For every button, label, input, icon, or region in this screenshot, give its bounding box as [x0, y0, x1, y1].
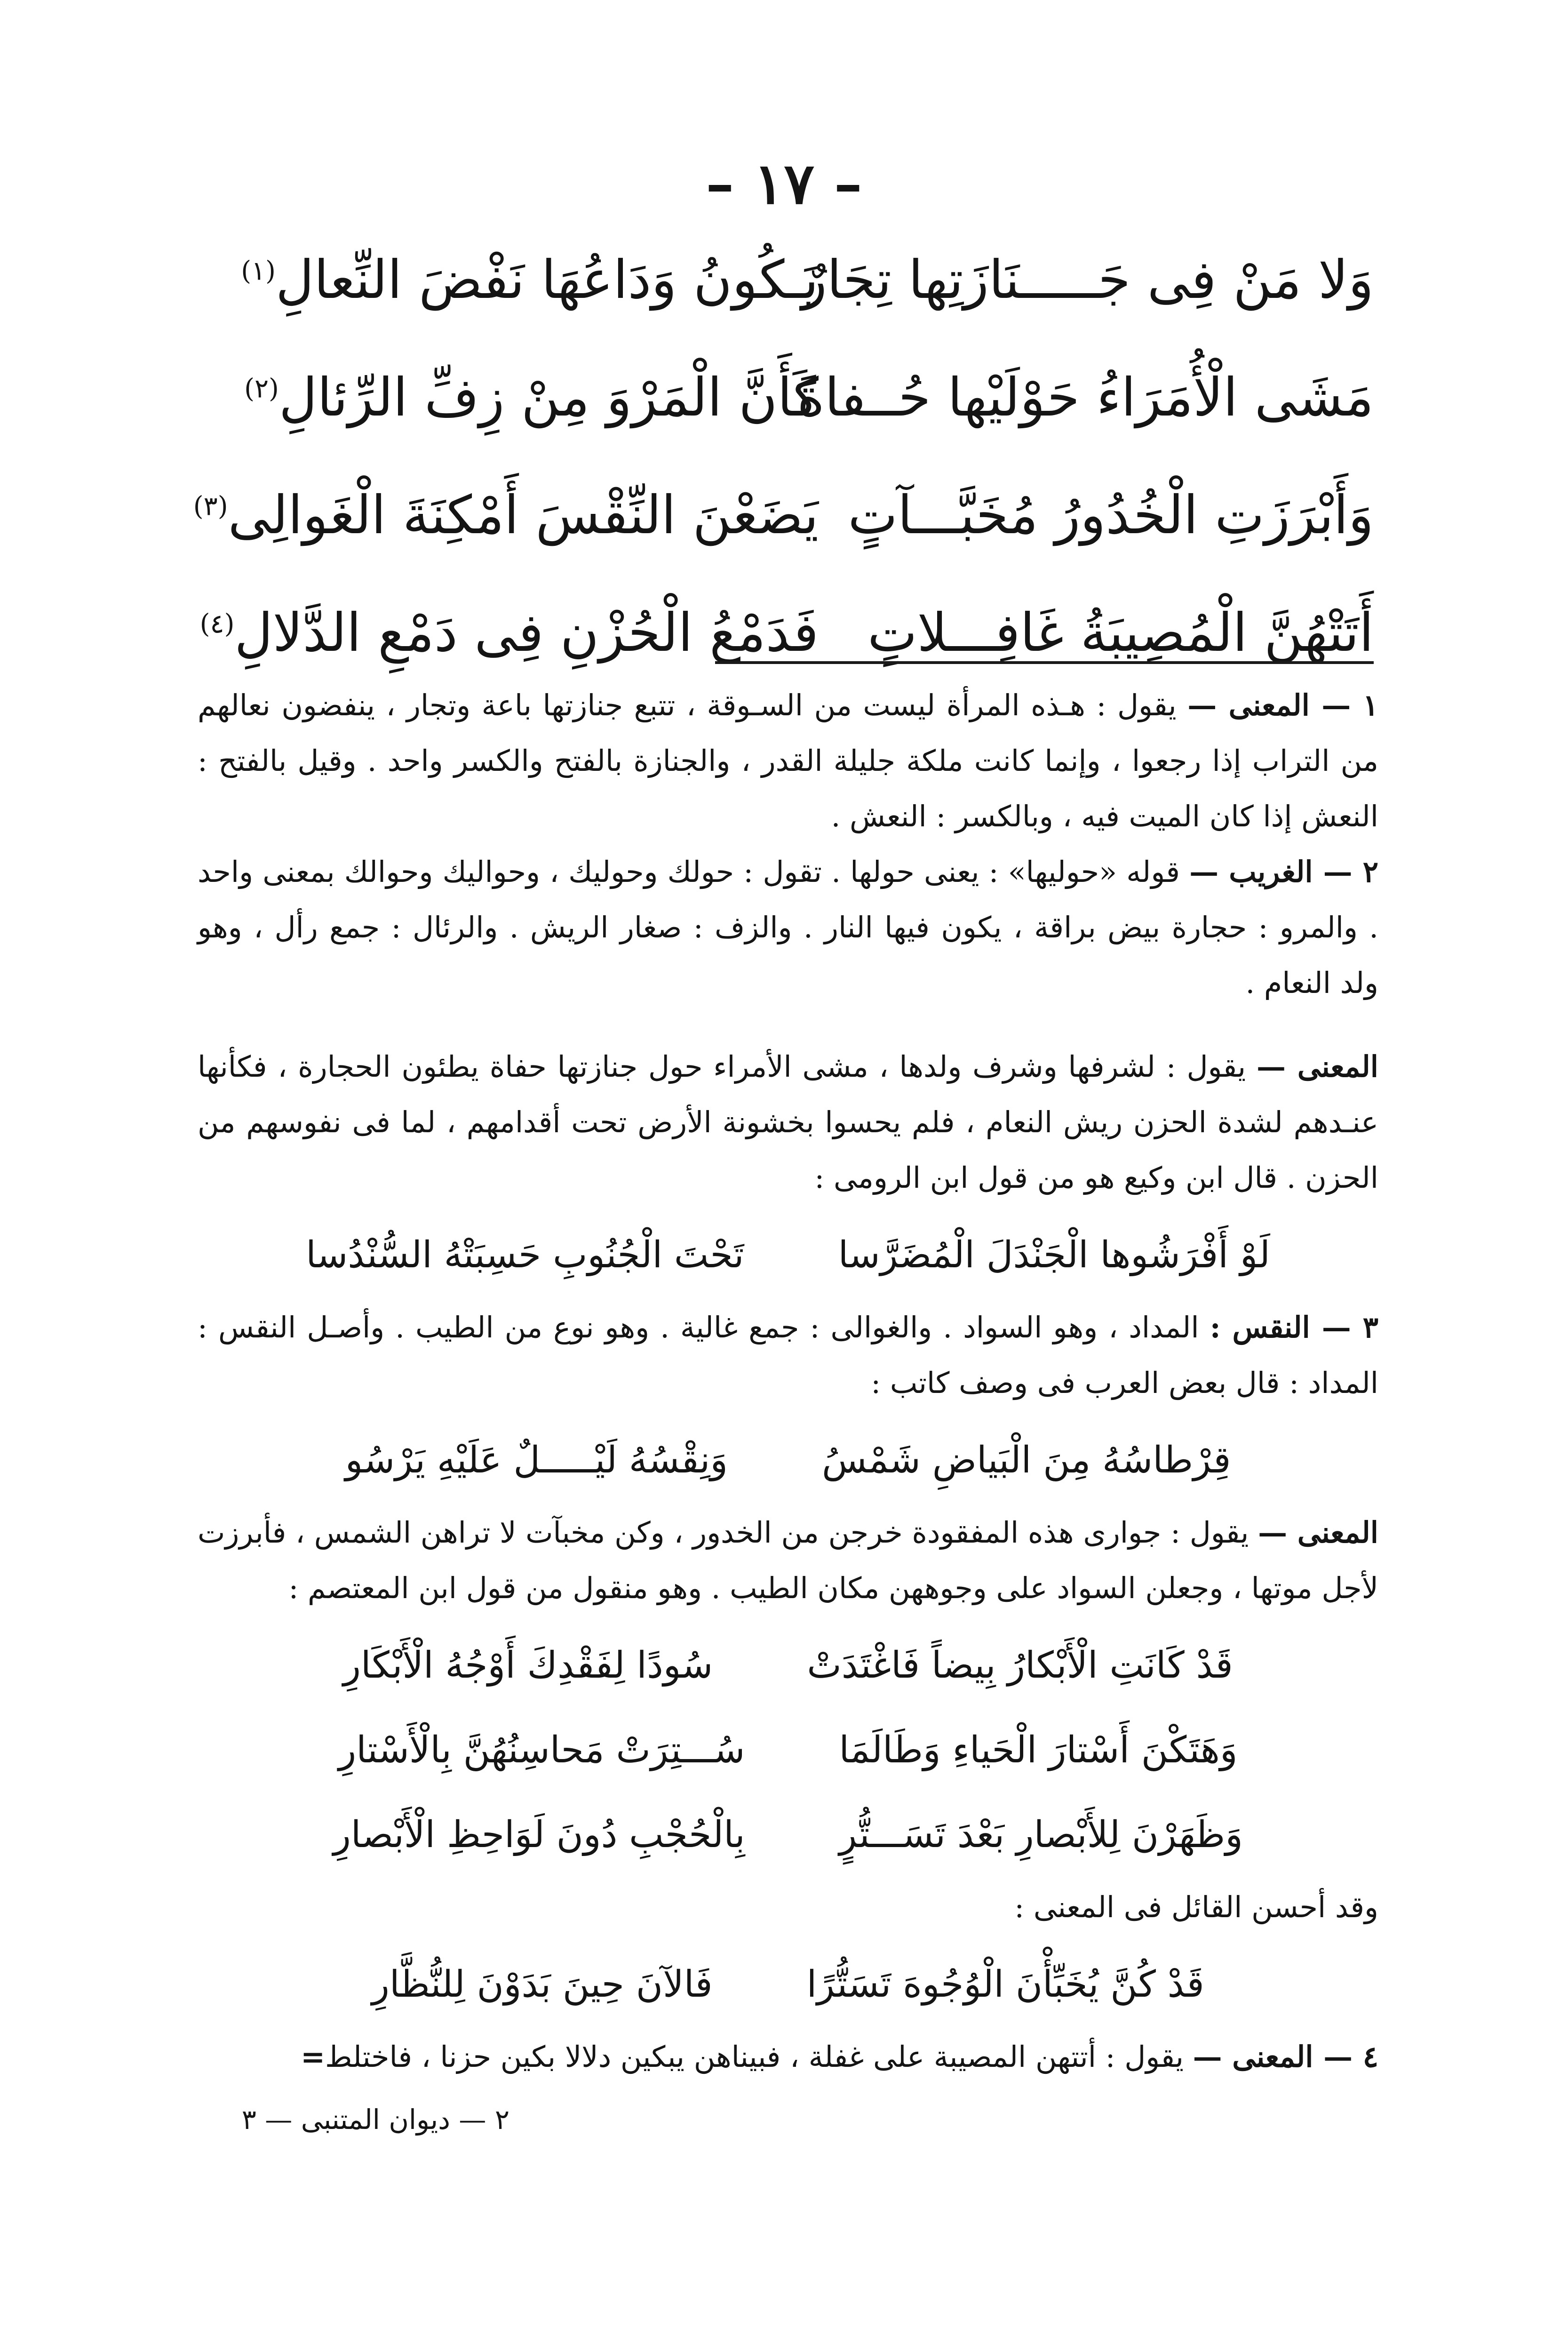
note-text: قوله «حوليها» : يعنى حولها . تقول : حولك وحوليك ، وحواليك وحوالك بمعنى واحد . والمرو : حجارة بيض براقة ، يكون فيها النار . والزف : صغار الريش . والرئال : جمع رأل ، وهو ولد النعام . [198, 855, 1378, 1000]
page-footer: ٢ — ديوان المتنبى — ٣ [241, 2104, 509, 2136]
note-label: ٢ — الغريب — [1189, 855, 1378, 889]
verse-hemistich: قَدْ كَانَتِ الْأَبْكارُ بِيضاً فَاغْتَدَتْ [807, 1644, 1233, 1687]
note-label: المعنى — [1258, 1515, 1378, 1550]
footnote-marker: (١) [241, 256, 276, 287]
quoted-verse [198, 1949, 1378, 2020]
verse-hemistich: وَنِقْسُهُ لَيْـــــلٌ عَلَيْهِ يَرْسُو [345, 1439, 728, 1481]
note-text: يقول : هـذه المرأة ليست من السـوقة ، تتبع جنازتها باعة وتجار ، ينفضون نعالهم من التراب إذا رجعوا ، وإنما كانت ملكة جليلة القدر ، والجنازة بالفتح والكسر واحد . وقيل بالفتح : النعش إذا كان الميت فيه ، وبالكسر : النعش . [198, 688, 1378, 833]
verse-hemistich: فَالآنَ حِينَ بَدَوْنَ لِلنُّظَّارِ [372, 1963, 713, 2006]
poem [193, 235, 1374, 706]
verse-hemistich: لَوْ أَفْرَشُوها الْجَنْدَلَ الْمُضَرَّسا [838, 1234, 1270, 1276]
hemistich-second [244, 367, 819, 428]
verse-hemistich: قَدْ كُنَّ يُخَبِّأْنَ الْوُجُوهَ تَسَتُّرًا [806, 1963, 1204, 2006]
note-3-gloss [198, 1300, 1378, 1411]
hemistich-second [200, 602, 819, 664]
note-1 [198, 678, 1378, 844]
hemistich-first: أَتَتْهُنَّ الْمُصِيبَةُ غَافِـــلاتٍ [868, 602, 1374, 664]
footnote-marker: (٢) [244, 373, 279, 404]
quoted-verse [198, 1425, 1378, 1496]
hemistich-second [241, 249, 819, 311]
note-text: وقد أحسن القائل فى المعنى : [1014, 1890, 1378, 1924]
verse-hemistich: سُودًا لِفَقْدِكَ أَوْجُهُ الْأَبْكَارِ [343, 1644, 713, 1687]
hemistich-second-text: فَدَمْعُ الْحُزْنِ فِى دَمْعِ الدَّلالِ [234, 602, 819, 664]
hemistich-second-text: كَأَنَّ الْمَرْوَ مِنْ زِفِّ الرِّئالِ [279, 367, 819, 428]
continuation-mark: = [301, 2040, 326, 2074]
note-text: يقول : أتتهن المصيبة على غفلة ، فبيناهن يبكين دلالا بكين حزنا ، فاختلط [325, 2040, 1184, 2074]
note-label: المعنى — [1257, 1049, 1378, 1084]
note-2-gloss [198, 844, 1378, 1011]
note-text: المداد ، وهو السواد . والغوالى : جمع غالية . وهو نوع من الطيب . وأصـل النقس : المداد : قال بعض العرب فى وصف كاتب : [198, 1310, 1378, 1400]
hemistich-second-text: يَـكُونُ وَدَاعُهَا نَفْضَ النِّعالِ [275, 249, 819, 311]
verse-hemistich: قِرْطاسُهُ مِنَ الْبَياضِ شَمْسُ [822, 1439, 1231, 1481]
poem-line [241, 235, 1374, 353]
verse-hemistich: سُـــتِرَتْ مَحاسِنُهُنَّ بِالْأَسْتارِ [338, 1729, 745, 1771]
quoted-verse [198, 1630, 1378, 1701]
quoted-verse [198, 1220, 1378, 1290]
note-label: ٤ — المعنى — [1193, 2040, 1378, 2074]
quoted-verse [198, 1800, 1378, 1870]
hemistich-first: وَأَبْرَزَتِ الْخُدُورُ مُخَبَّـــآتٍ [848, 485, 1374, 546]
poem-line [193, 471, 1374, 588]
verse-hemistich: وَظَهَرْنَ لِلأَبْصارِ بَعْدَ تَسَـــتُّرٍ [839, 1814, 1243, 1856]
note-text: يقول : لشرفها وشرف ولدها ، مشى الأمراء حول جنازتها حفاة يطئون الحجارة ، فكأنها عنـدهم لشدة الحزن ريش النعام ، فلم يحسوا بخشونة الأرض تحت أقدامهم ، لما فى نفوسهم من الحزن . قال ابن وكيع هو من قول ابن الرومى : [198, 1049, 1378, 1195]
verse-hemistich: بِالْحُجْبِ دُونَ لَوَاحِظِ الْأَبْصارِ [333, 1814, 745, 1856]
footnote-marker: (٣) [193, 491, 228, 522]
footnote-marker: (٤) [199, 608, 235, 640]
note-3-intro [198, 1880, 1378, 1935]
note-2-meaning [198, 1039, 1378, 1206]
note-text: يقول : جوارى هذه المفقودة خرجن من الخدور ، وكن مخبآت لا تراهن الشمس ، فأبرزت لأجل موتها ، وجعلن السواد على وجوههن مكان الطيب . وهو منقول من قول ابن المعتصم : [198, 1515, 1378, 1605]
hemistich-second-text: يَضَعْنَ النِّقْسَ أَمْكِنَةَ الْغَوالِى [228, 485, 819, 546]
hemistich-first: وَلا مَنْ فِى جَـــــنَازَتِها تِجَارٌ [801, 249, 1374, 311]
note-3-meaning [198, 1505, 1378, 1616]
verse-hemistich: تَحْتَ الْجُنُوبِ حَسِبَتْهُ السُّنْدُسا [306, 1234, 744, 1276]
quoted-verse [198, 1715, 1378, 1785]
hemistich-first: مَشَى الْأُمَرَاءُ حَوْلَيْها حُــفاةً [797, 367, 1374, 428]
note-label: ١ — المعنى — [1187, 688, 1379, 722]
verse-hemistich: وَهَتَكْنَ أَسْتارَ الْحَياءِ وَطَالَمَا [839, 1729, 1238, 1771]
poem-line [245, 353, 1374, 471]
page-number: – ١٧ – [706, 151, 862, 217]
commentary [198, 678, 1378, 2085]
hemistich-second [193, 485, 819, 546]
footnote-divider [715, 661, 1374, 664]
note-4 [198, 2029, 1378, 2085]
note-label: ٣ — النقس : [1210, 1310, 1378, 1344]
spacer [198, 1011, 1378, 1039]
